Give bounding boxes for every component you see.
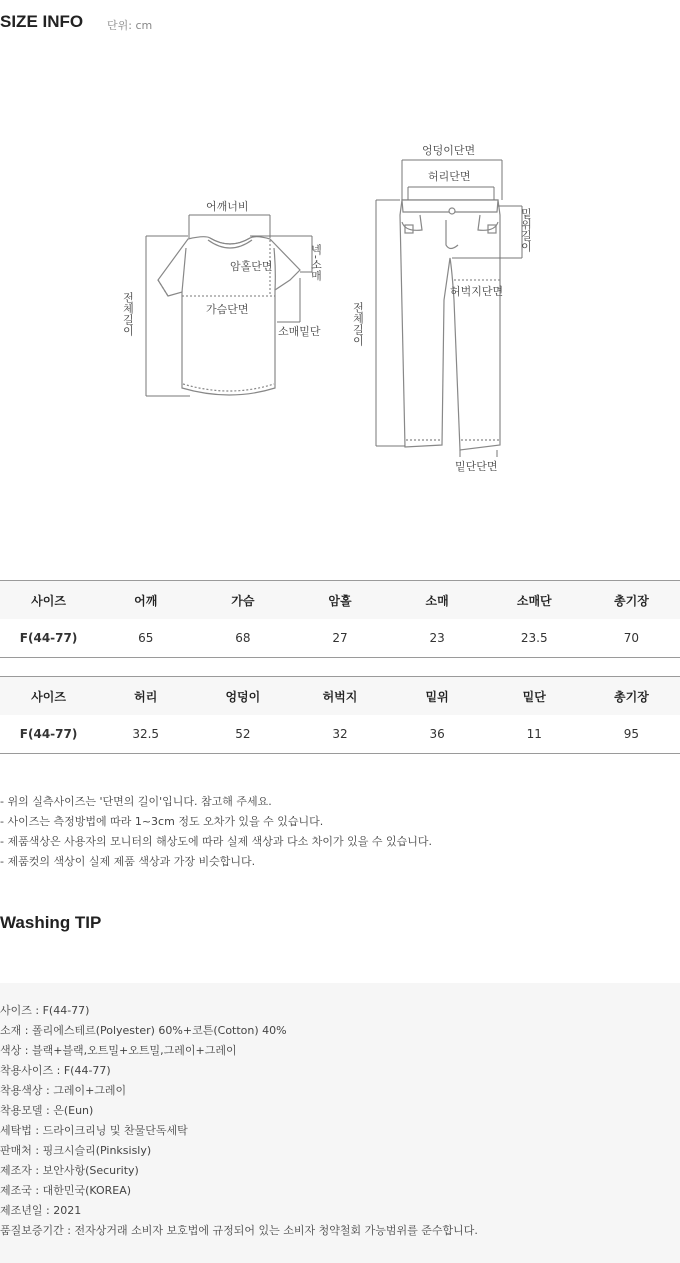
label-rise: 밑위길이 (519, 208, 533, 252)
product-info-list (0, 983, 680, 1241)
unit-label: 단위: cm (107, 19, 153, 32)
measurement-diagram (0, 130, 680, 490)
washing-tip-title: Washing TIP (0, 913, 102, 932)
table-cell: 65 (97, 619, 194, 658)
table-cell: 70 (583, 619, 680, 658)
label-pants-length: 전체길이 (351, 302, 365, 346)
note-line: - 제품색상은 사용자의 모니터의 해상도에 따라 실제 색상과 다소 차이가 있을 수 있습니다. (0, 835, 432, 848)
info-item: 사이즈 : F(44-77) (0, 1004, 90, 1017)
table-cell: 23 (389, 619, 486, 658)
table-cell: 27 (291, 619, 388, 658)
size-notes (0, 792, 432, 872)
label-top-length: 전체길이 (121, 292, 135, 336)
info-item: 착용모델 : 은(Eun) (0, 1104, 94, 1117)
label-shoulder: 어깨너비 (206, 200, 249, 213)
header-cell: 암홀 (291, 581, 388, 620)
info-item: 제조자 : 보안사항(Security) (0, 1164, 139, 1177)
pants-diagram (400, 200, 500, 450)
header-cell: 총기장 (583, 581, 680, 620)
info-item: 판매처 : 핑크시슬리(Pinksisly) (0, 1144, 152, 1157)
table-header-row (0, 677, 680, 716)
label-sleeve-hem: 소매밑단 (278, 325, 321, 338)
info-item: 품질보증기간 : 전자상거래 소비자 보호법에 규정되어 있는 소비자 청약철회 가능범위를 준수합니다. (0, 1224, 478, 1237)
header-cell: 가슴 (194, 581, 291, 620)
table-cell: 32 (291, 715, 388, 754)
header-cell: 엉덩이 (194, 677, 291, 716)
table-cell: F(44-77) (0, 619, 97, 658)
table-cell: 68 (194, 619, 291, 658)
table-cell: 11 (486, 715, 583, 754)
header-cell: 밑단 (486, 677, 583, 716)
table-cell: F(44-77) (0, 715, 97, 754)
header-cell: 밑위 (389, 677, 486, 716)
top-size-table (0, 580, 680, 658)
info-item: 색상 : 블랙+블랙,오트밀+오트밀,그레이+그레이 (0, 1044, 237, 1057)
size-info-title: SIZE INFO (0, 12, 84, 31)
header-cell: 사이즈 (0, 677, 97, 716)
header-cell: 어깨 (97, 581, 194, 620)
label-hip: 엉덩이단면 (422, 144, 476, 157)
note-line: - 사이즈는 측정방법에 따라 1~3cm 정도 오차가 있을 수 있습니다. (0, 815, 324, 828)
info-item: 제조국 : 대한민국(KOREA) (0, 1184, 132, 1197)
table-cell: 23.5 (486, 619, 583, 658)
note-line: - 제품컷의 색상이 실제 제품 색상과 가장 비슷합니다. (0, 855, 256, 868)
label-thigh: 허벅지단면 (450, 285, 504, 298)
header-cell: 허벅지 (291, 677, 388, 716)
label-neck-sleeve: 넥-소매 (309, 244, 323, 281)
header-cell: 허리 (97, 677, 194, 716)
table-row (0, 619, 680, 658)
label-waist: 허리단면 (428, 170, 471, 183)
info-item: 제조년일 : 2021 (0, 1204, 82, 1217)
table-cell: 36 (389, 715, 486, 754)
label-chest: 가슴단면 (206, 303, 249, 316)
label-armhole: 암홀단면 (230, 260, 273, 273)
info-item: 소재 : 폴리에스테르(Polyester) 60%+코튼(Cotton) 40% (0, 1024, 287, 1037)
table-row (0, 715, 680, 754)
info-item: 착용사이즈 : F(44-77) (0, 1064, 111, 1077)
note-line: - 위의 실측사이즈는 '단면의 길이'입니다. 참고해 주세요. (0, 795, 272, 808)
product-info-box (0, 983, 680, 1263)
table-cell: 52 (194, 715, 291, 754)
header-cell: 소매단 (486, 581, 583, 620)
header-cell: 소매 (389, 581, 486, 620)
header-cell: 총기장 (583, 677, 680, 716)
info-item: 세탁법 : 드라이크리닝 및 찬물단독세탁 (0, 1124, 188, 1137)
header-cell: 사이즈 (0, 581, 97, 620)
table-header-row (0, 581, 680, 620)
label-hem: 밑단단면 (455, 460, 498, 473)
info-item: 착용색상 : 그레이+그레이 (0, 1084, 127, 1097)
table-cell: 95 (583, 715, 680, 754)
table-cell: 32.5 (97, 715, 194, 754)
bottom-size-table (0, 676, 680, 754)
